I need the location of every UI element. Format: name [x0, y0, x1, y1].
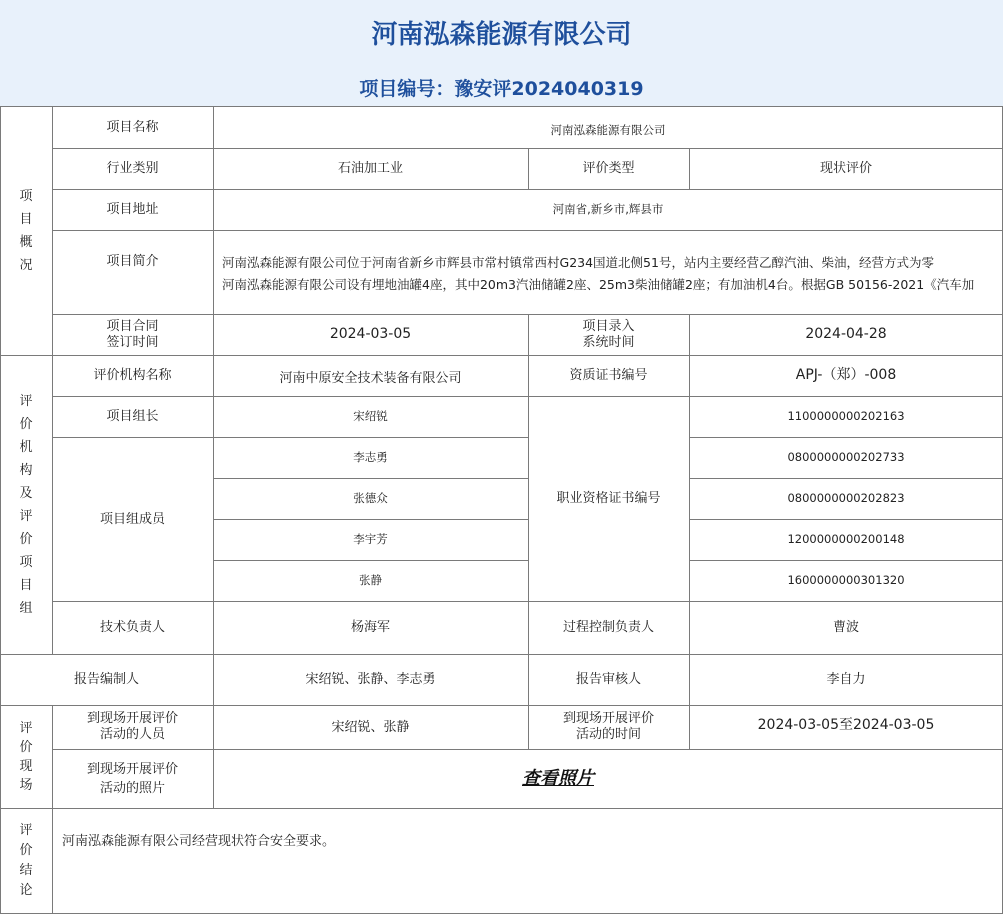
contract-date-value: 2024-03-05: [329, 326, 412, 342]
member-cert: 0800000000202733: [787, 450, 905, 464]
leader-name: 宋绍锐: [353, 409, 388, 423]
section-char: 评: [19, 393, 33, 409]
tech-lead-value: 杨海军: [350, 620, 390, 635]
section-char: 构: [19, 462, 33, 478]
view-photos-link[interactable]: 查看照片: [522, 768, 594, 789]
eval-type-value: 现状评价: [819, 161, 872, 176]
agency-label: 评价机构名称: [93, 368, 172, 383]
section-char: 论: [19, 882, 33, 898]
report-header: [0, 0, 1003, 107]
address-label: 项目地址: [106, 202, 159, 217]
report-author-label: 报告编制人: [73, 672, 139, 687]
member-cert: 0800000000202823: [787, 491, 905, 505]
conclusion-text: 河南泓森能源有限公司经营现状符合安全要求。: [62, 834, 336, 849]
section-char: 评: [19, 822, 33, 838]
process-lead-value: 曹波: [832, 620, 859, 635]
section-char: 结: [19, 862, 33, 878]
section-char: 价: [19, 739, 33, 755]
member-name: 李志勇: [353, 450, 388, 464]
label-line: 签订时间: [106, 334, 159, 350]
intro-label: 项目简介: [106, 253, 159, 269]
members-label: 项目组成员: [99, 511, 165, 527]
section-char: 及: [19, 485, 33, 501]
member-name: 张静: [359, 573, 382, 587]
site-time-label: [528, 705, 689, 749]
intro-line: 河南泓森能源有限公司设有埋地油罐4座，其中20m3汽油储罐2座、25m3柴油储罐2座；有加油机4台。根据GB 50156-2021《汽车加: [222, 277, 975, 292]
section-char: 概: [19, 234, 33, 250]
industry-label: 行业类别: [106, 161, 159, 176]
site-people-value: 宋绍锐、张静: [331, 719, 410, 735]
section-char: 价: [19, 531, 33, 547]
label-line: 活动的照片: [99, 780, 165, 796]
section-org-label: [0, 355, 52, 654]
section-char: 项: [19, 554, 33, 570]
project-name-value: 河南泓森能源有限公司: [550, 122, 666, 137]
entry-date-value: 2024-04-28: [805, 326, 887, 342]
section-char: 价: [19, 842, 33, 858]
section-site-label: [0, 705, 52, 808]
label-line: 活动的人员: [99, 727, 165, 742]
label-line: 系统时间: [582, 334, 635, 350]
eval-type-label: 评价类型: [582, 161, 635, 176]
site-photo-label: [52, 749, 213, 808]
section-char: 价: [19, 416, 33, 432]
agency-value: 河南中原安全技术装备有限公司: [279, 371, 462, 386]
section-char: 现: [19, 758, 33, 774]
report-reviewer-label: 报告审核人: [575, 672, 641, 687]
company-title: 河南泓森能源有限公司: [371, 20, 632, 50]
section-char: 评: [19, 720, 33, 736]
cert-label: 资质证书编号: [569, 368, 648, 383]
qualification-label: 职业资格证书编号: [556, 491, 661, 506]
section-char: 况: [19, 257, 33, 273]
section-char: 评: [19, 508, 33, 524]
row-line: [0, 808, 1003, 809]
process-lead-label: 过程控制负责人: [562, 620, 654, 635]
tech-lead-label: 技术负责人: [99, 620, 165, 635]
section-char: 项: [19, 188, 33, 204]
intro-text: [222, 252, 1002, 302]
section-conclusion-label: [0, 808, 52, 913]
section-char: 目: [19, 211, 33, 227]
report-reviewer-value: 李自力: [826, 672, 866, 687]
site-time-value: 2024-03-05至2024-03-05: [757, 716, 935, 733]
contract-date-label: [52, 314, 213, 355]
address-value: 河南省,新乡市,辉县市: [552, 202, 664, 216]
label-line: 活动的时间: [575, 727, 641, 742]
project-number: 项目编号：豫安评2024040319: [359, 78, 644, 100]
site-photo-cell: [213, 749, 1003, 808]
label-line: 到现场开展评价: [562, 711, 654, 726]
label-line: 到现场开展评价: [86, 711, 178, 726]
entry-date-label: [528, 314, 689, 355]
project-name-label: 项目名称: [106, 119, 159, 135]
section-char: 场: [19, 777, 33, 793]
member-name: 李宇芳: [353, 532, 388, 546]
section-char: 机: [19, 439, 33, 455]
leader-label: 项目组长: [106, 409, 159, 424]
site-people-label: [52, 705, 213, 749]
label-line: 项目合同: [106, 318, 159, 334]
report-author-value: 宋绍锐、张静、李志勇: [305, 672, 436, 687]
leader-cert: 1100000000202163: [787, 409, 905, 423]
label-line: 到现场开展评价: [86, 761, 178, 777]
label-line: 项目录入: [582, 318, 635, 334]
member-cert: 1200000000200148: [787, 532, 905, 546]
cert-value: APJ-（郑）-008: [795, 367, 897, 383]
section-char: 组: [19, 600, 33, 616]
member-cert: 1600000000301320: [787, 573, 905, 587]
industry-value: 石油加工业: [337, 161, 403, 176]
intro-line: 河南泓森能源有限公司位于河南省新乡市辉县市常村镇常西村G234国道北侧51号，站内主要经营乙醇汽油、柴油，经营方式为零: [222, 255, 934, 270]
member-name: 张德众: [353, 491, 388, 505]
section-overview-label: [0, 106, 52, 355]
section-char: 目: [19, 577, 33, 593]
